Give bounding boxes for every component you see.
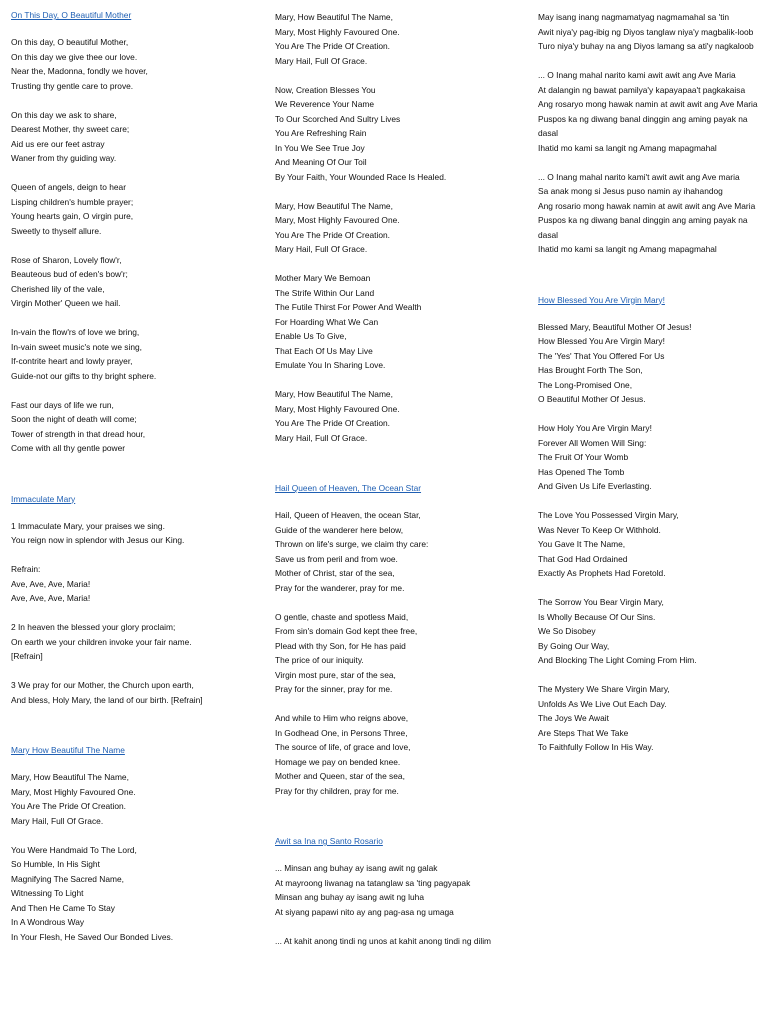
lyric-line: Dearest Mother, thy sweet care; xyxy=(11,124,130,134)
song-title-link[interactable]: Immaculate Mary xyxy=(11,493,76,504)
lyric-line: And Then He Came To Stay xyxy=(11,902,115,913)
lyric-line: And bless, Holy Mary, the land of our birth. [Refrain] xyxy=(11,694,203,705)
lyric-line: You reign now in splendor with Jesus our King. xyxy=(11,535,185,545)
lyric-line: So Humble, In His Sight xyxy=(11,859,100,869)
lyric-line: On this day, O beautiful Mother, xyxy=(11,37,129,47)
lyric-line: Mary Hail, Full Of Grace. xyxy=(11,815,104,826)
lyric-line: ... At kahit anong tindi ng unos at kahit anong tindi ng dilim xyxy=(275,935,492,946)
lyric-line: To Faithfully Follow In His Way. xyxy=(538,742,654,752)
lyric-line: Refrain: xyxy=(11,564,41,574)
song-section xyxy=(538,295,762,755)
lyric-line: By Going Our Way, xyxy=(538,640,610,651)
stanza xyxy=(538,682,762,755)
lyric-line: You Gave It The Name, xyxy=(538,539,626,549)
lyric-line: Save us from peril and from woe. xyxy=(275,553,398,564)
song-section xyxy=(11,494,251,708)
lyric-line: Magnifying The Sacred Name, xyxy=(11,873,124,884)
song-section xyxy=(11,10,251,456)
lyric-line: We Reverence Your Name xyxy=(275,99,375,109)
stanza xyxy=(11,180,251,238)
lyric-line: Puspos ka ng diwang banal dinggin ang aming payak na dasal xyxy=(538,113,750,138)
lyric-line: Enable Us To Give, xyxy=(275,331,347,341)
lyric-line: Rose of Sharon, Lovely flow'r, xyxy=(11,254,122,265)
lyric-line: Mary, Most Highly Favoured One. xyxy=(275,26,400,37)
lyric-line: [Refrain] xyxy=(11,651,43,661)
lyric-line: Near the, Madonna, fondly we hover, xyxy=(11,66,148,76)
lyric-line: That Each Of Us May Live xyxy=(275,345,373,356)
stanza xyxy=(11,562,251,606)
song-section xyxy=(11,745,251,944)
lyric-line: In Your Flesh, He Saved Our Bonded Lives. xyxy=(11,931,174,942)
lyric-line: Hail, Queen of Heaven, the ocean Star, xyxy=(275,510,421,520)
lyric-line: Unfolds As We Live Out Each Day. xyxy=(538,698,667,709)
lyric-line: Fast our days of life we run, xyxy=(11,399,114,410)
lyric-line: Waner from thy guiding way. xyxy=(11,153,117,163)
lyric-line: The 'Yes' That You Offered For Us xyxy=(538,350,665,361)
song-title-link[interactable]: Awit sa Ina ng Santo Rosario xyxy=(275,836,383,846)
stanza xyxy=(11,678,251,707)
stanza xyxy=(275,711,515,798)
lyric-line: At dalangin ng bawat pamilya'y kapayapaa't pagkakaisa xyxy=(538,84,746,95)
lyric-line: ... Minsan ang buhay ay isang awit ng galak xyxy=(275,863,438,873)
stanza xyxy=(11,843,251,945)
lyric-line: Tower of strength in that dread hour, xyxy=(11,428,146,439)
lyric-line: Mary, Most Highly Favoured One. xyxy=(275,403,400,414)
lyric-line: Ave, Ave, Ave, Maria! xyxy=(11,593,91,603)
lyric-line: ... O Inang mahal narito kami't awit awit ang Ave maria xyxy=(538,171,740,182)
lyric-line: Pray for thy children, pray for me. xyxy=(275,785,399,796)
stanza xyxy=(11,253,251,311)
stanza xyxy=(11,770,251,828)
lyric-line: Ave, Ave, Ave, Maria! xyxy=(11,578,91,589)
lyric-line: O gentle, chaste and spotless Maid, xyxy=(275,611,409,622)
lyric-line: Come with all thy gentle power xyxy=(11,443,126,453)
lyric-line: Turo niya'y buhay na ang Diyos lamang sa ati'y nagkaloob xyxy=(538,41,754,51)
lyric-line: 3 We pray for our Mother, the Church upon earth, xyxy=(11,680,194,690)
song-title-link[interactable]: How Blessed You Are Virgin Mary! xyxy=(538,294,665,305)
lyric-line: Mary, How Beautiful The Name, xyxy=(275,12,393,22)
stanza xyxy=(11,398,251,456)
lyric-line: In A Wondrous Way xyxy=(11,917,85,927)
lyric-line: Homage we pay on bended knee. xyxy=(275,756,401,767)
stanza xyxy=(538,508,762,581)
lyric-line: Are Steps That We Take xyxy=(538,727,629,738)
lyric-line: ... O Inang mahal narito kami awit awit ang Ave Maria xyxy=(538,70,736,80)
lyric-line: Ihatid mo kami sa langit ng Amang mapagmahal xyxy=(538,142,717,153)
lyric-line: Aid us ere our feet astray xyxy=(11,138,105,149)
lyric-line: Ihatid mo kami sa langit ng Amang mapagmahal xyxy=(538,244,717,254)
lyric-line: For Hoarding What We Can xyxy=(275,316,379,327)
lyric-line: Is Wholly Because Of Our Sins. xyxy=(538,611,656,622)
stanza xyxy=(11,325,251,383)
lyric-line: Cherished lily of the vale, xyxy=(11,283,105,294)
song-section xyxy=(275,836,515,948)
lyric-line: Was Never To Keep Or Withhold. xyxy=(538,524,661,535)
lyric-line: The source of life, of grace and love, xyxy=(275,742,411,752)
lyric-line: Mary, How Beautiful The Name, xyxy=(275,200,393,211)
lyric-line: Pray for the sinner, pray for me. xyxy=(275,684,393,694)
lyric-line: In Godhead One, in Persons Three, xyxy=(275,727,408,738)
lyric-line: O Beautiful Mother Of Jesus. xyxy=(538,394,646,404)
stanza xyxy=(275,271,515,373)
lyric-line: On this day we ask to share, xyxy=(11,109,117,120)
lyric-line: Thrown on life's surge, we claim thy care: xyxy=(275,539,429,549)
stanza xyxy=(538,320,762,407)
lyric-line: On this day we give thee our love. xyxy=(11,51,138,62)
lyric-line: Mother and Queen, star of the sea, xyxy=(275,771,405,781)
song-title-link[interactable]: Hail Queen of Heaven, The Ocean Star xyxy=(275,483,422,493)
lyric-line: The Strife Within Our Land xyxy=(275,287,375,298)
stanza xyxy=(11,35,251,93)
lyric-line: Mary, Most Highly Favoured One. xyxy=(11,786,136,797)
stanza xyxy=(538,595,762,668)
stanza xyxy=(275,610,515,697)
lyric-line: Ang rosario mong hawak namin at awit awit ang Ave Maria xyxy=(538,200,756,211)
lyric-line: Young hearts gain, O virgin pure, xyxy=(11,211,134,221)
lyric-line: Beauteous bud of eden's bow'r; xyxy=(11,269,128,279)
lyric-line: Blessed Mary, Beautiful Mother Of Jesus! xyxy=(538,321,692,332)
lyric-line: In-vain the flow'rs of love we bring, xyxy=(11,327,140,337)
song-section xyxy=(275,10,515,445)
lyric-line: And Blocking The Light Coming From Him. xyxy=(538,655,697,665)
lyric-line: Mary, How Beautiful The Name, xyxy=(11,772,129,782)
lyric-line: Sweetly to thyself allure. xyxy=(11,225,102,236)
lyric-line: Exactly As Prophets Had Foretold. xyxy=(538,568,666,578)
stanza xyxy=(11,620,251,664)
lyric-line: Puspos ka ng diwang banal dinggin ang aming payak na dasal xyxy=(538,215,750,240)
lyric-line: Ang rosaryo mong hawak namin at awit awit ang Ave Maria xyxy=(538,99,758,109)
column-left xyxy=(11,10,251,944)
stanza xyxy=(538,421,762,494)
lyric-line: The price of our iniquity. xyxy=(275,655,364,665)
lyric-line: Virgin most pure, star of the sea, xyxy=(275,669,396,680)
lyric-line: Awit niya'y pag-ibig ng Diyos tanglaw niya'y magbalik-loob xyxy=(538,26,754,37)
lyric-line: Lisping children's humble prayer; xyxy=(11,196,134,207)
stanza xyxy=(538,170,762,257)
lyric-line: Sa anak mong si Jesus puso namin ay ihahandog xyxy=(538,186,723,196)
lyric-line: On earth we your children invoke your fair name. xyxy=(11,636,192,647)
lyric-line: You Are The Pride Of Creation. xyxy=(275,41,390,51)
lyric-line: Plead with thy Son, for He has paid xyxy=(275,640,406,651)
lyric-line: Mary, How Beautiful The Name, xyxy=(275,389,393,399)
lyric-line: That God Had Ordained xyxy=(538,553,628,564)
lyric-line: To Our Scorched And Sultry Lives xyxy=(275,113,401,124)
stanza xyxy=(11,108,251,166)
lyric-line: Queen of angels, deign to hear xyxy=(11,182,127,192)
stanza xyxy=(275,934,515,949)
song-section xyxy=(275,483,515,798)
lyric-line: The Long-Promised One, xyxy=(538,379,633,390)
lyric-line: Trusting thy gentle care to prove. xyxy=(11,80,134,91)
lyric-line: And Meaning Of Our Toil xyxy=(275,157,367,167)
lyric-line: The Joys We Await xyxy=(538,713,609,723)
lyric-line: You Are The Pride Of Creation. xyxy=(11,801,126,811)
lyric-line: Has Opened The Tomb xyxy=(538,466,625,477)
lyric-line: The Love You Possessed Virgin Mary, xyxy=(538,510,679,520)
lyric-line: How Holy You Are Virgin Mary! xyxy=(538,423,652,433)
column-right xyxy=(538,10,762,755)
lyric-line: Guide of the wanderer here below, xyxy=(275,524,404,535)
lyric-line: We So Disobey xyxy=(538,626,596,636)
lyric-line: Virgin Mother' Queen we hail. xyxy=(11,298,121,308)
stanza xyxy=(538,10,762,54)
lyric-line: Guide-not our gifts to thy bright sphere. xyxy=(11,370,157,381)
lyric-line: If-contrite heart and lowly prayer, xyxy=(11,356,133,366)
lyric-line: Mary, Most Highly Favoured One. xyxy=(275,215,400,225)
lyric-line: The Futile Thirst For Power And Wealth xyxy=(275,302,422,312)
lyric-line: In You We See True Joy xyxy=(275,142,365,153)
lyric-line: 2 In heaven the blessed your glory proclaim; xyxy=(11,622,176,632)
stanza xyxy=(275,508,515,595)
lyric-line: Emulate You In Sharing Love. xyxy=(275,360,386,370)
stanza xyxy=(11,519,251,548)
lyric-line: You Are Refreshing Rain xyxy=(275,128,367,138)
lyric-line: You Were Handmaid To The Lord, xyxy=(11,844,137,855)
lyric-line: Minsan ang buhay ay isang awit ng luha xyxy=(275,892,424,902)
lyric-line: At siyang papawi nito ay ang pag-asa ng umaga xyxy=(275,906,454,917)
stanza xyxy=(538,68,762,155)
song-section xyxy=(538,10,762,257)
lyric-line: And Given Us Life Everlasting. xyxy=(538,481,652,491)
lyric-line: The Fruit Of Your Womb xyxy=(538,452,629,462)
lyric-line: How Blessed You Are Virgin Mary! xyxy=(538,336,665,346)
lyric-line: At mayroong liwanag na tatanglaw sa 'ting pagyapak xyxy=(275,877,471,888)
stanza xyxy=(275,83,515,185)
lyric-line: Pray for the wanderer, pray for me. xyxy=(275,582,405,593)
lyric-line: The Sorrow You Bear Virgin Mary, xyxy=(538,597,664,607)
lyric-line: In-vain sweet music's note we sing, xyxy=(11,341,143,352)
song-title-link[interactable]: Mary How Beautiful The Name xyxy=(11,745,125,755)
lyric-line: You Are The Pride Of Creation. xyxy=(275,229,390,240)
lyric-line: From sin's domain God kept thee free, xyxy=(275,626,418,636)
lyric-line: The Mystery We Share Virgin Mary, xyxy=(538,684,670,694)
stanza xyxy=(275,387,515,445)
lyric-line: Mary Hail, Full Of Grace. xyxy=(275,244,368,254)
lyric-line: Now, Creation Blesses You xyxy=(275,84,376,95)
lyric-line: Has Brought Forth The Son, xyxy=(538,365,643,375)
stanza xyxy=(275,861,515,919)
lyric-line: Mother Mary We Bemoan xyxy=(275,273,371,283)
lyric-line: Mother of Christ, star of the sea, xyxy=(275,568,395,578)
lyric-line: And while to Him who reigns above, xyxy=(275,713,409,723)
lyric-line: Mary Hail, Full Of Grace. xyxy=(275,55,368,66)
lyric-line: By Your Faith, Your Wounded Race Is Healed. xyxy=(275,171,447,182)
lyric-line: You Are The Pride Of Creation. xyxy=(275,418,390,428)
column-middle xyxy=(275,10,515,948)
stanza xyxy=(275,10,515,68)
song-title-link[interactable]: On This Day, O Beautiful Mother xyxy=(11,10,132,20)
lyric-line: Witnessing To Light xyxy=(11,888,84,898)
stanza xyxy=(275,199,515,257)
lyric-line: 1 Immaculate Mary, your praises we sing. xyxy=(11,520,165,531)
lyric-line: Forever All Women Will Sing: xyxy=(538,437,647,448)
lyric-line: Mary Hail, Full Of Grace. xyxy=(275,432,368,443)
lyric-line: Soon the night of death will come; xyxy=(11,414,137,424)
lyric-line: May isang inang nagmamatyag nagmamahal sa 'tin xyxy=(538,12,730,22)
